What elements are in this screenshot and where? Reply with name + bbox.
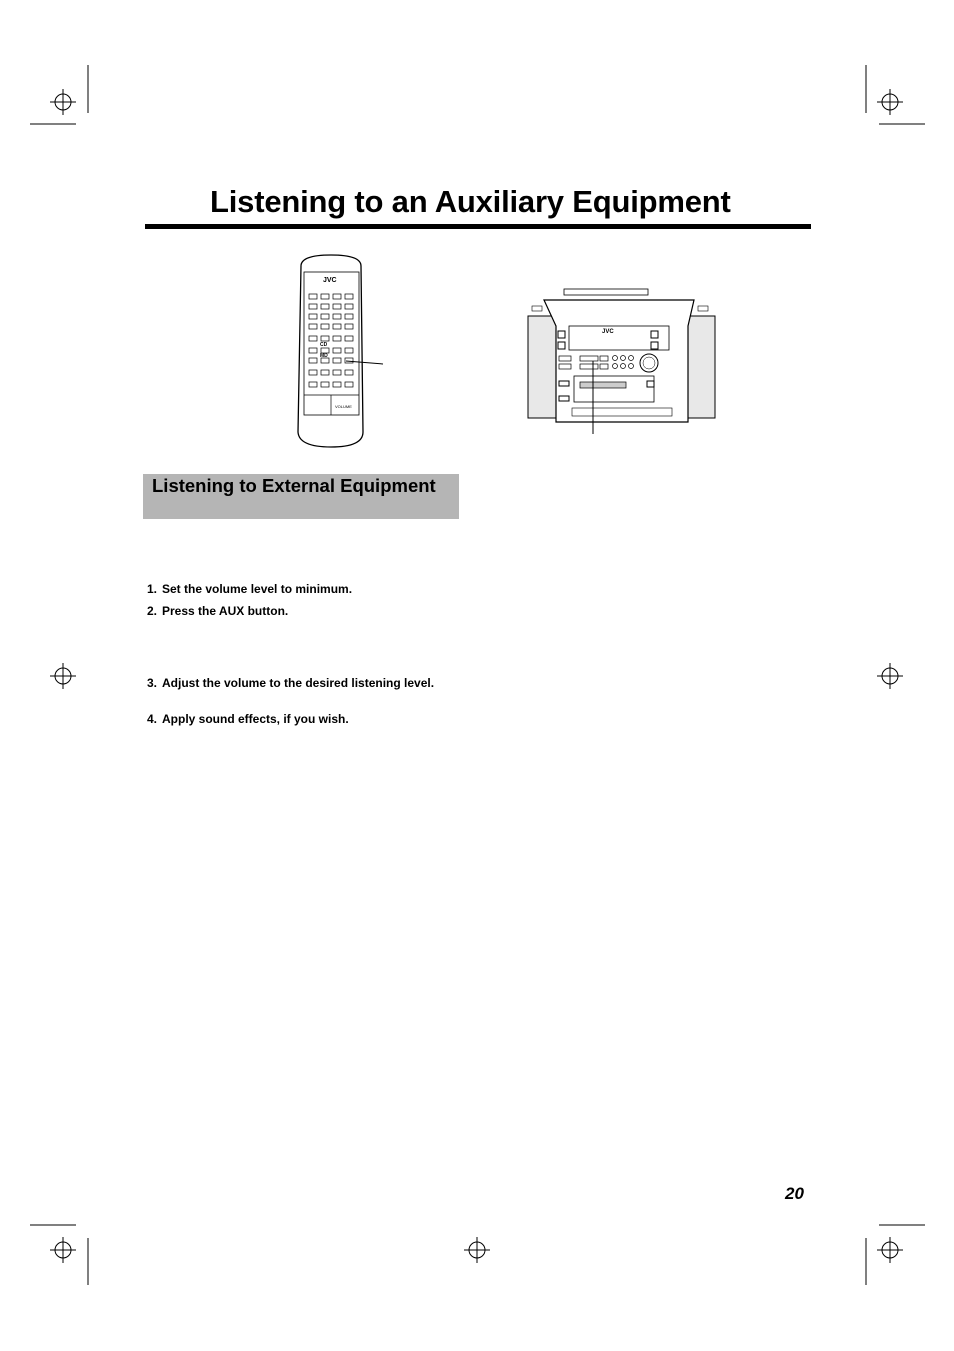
step-1 [147,582,457,596]
step-number: 3. [147,676,158,690]
step-text: Adjust the volume to the desired listening level. [162,676,435,690]
remote-md-label: MD [320,353,328,359]
registration-mark-icon [464,1237,490,1263]
remote-volume-label: VOLUME [335,404,352,409]
page-number: 20 [785,1184,804,1203]
step-text: Set the volume level to minimum. [162,582,353,596]
title-rule [145,224,811,229]
registration-mark-icon [877,1237,903,1263]
main-unit-illustration [522,286,722,436]
step-4 [147,712,457,726]
remote-cd-label: CD [320,342,328,348]
registration-mark-icon [50,89,76,115]
unit-brand-label: JVC [602,329,614,335]
step-2 [147,604,457,618]
step-text: Apply sound effects, if you wish. [162,712,349,726]
registration-mark-icon [50,1237,76,1263]
step-number: 4. [147,712,158,726]
step-number: 2. [147,604,158,618]
remote-control-illustration [293,252,403,452]
registration-mark-icon [877,663,903,689]
remote-brand-label: JVC [323,277,337,284]
step-text: Press the AUX button. [162,604,289,618]
registration-mark-icon [50,663,76,689]
page-title: Listening to an Auxiliary Equipment [210,184,731,219]
registration-mark-icon [877,89,903,115]
section-heading-box [143,474,459,519]
step-3 [147,676,452,690]
step-number: 1. [147,582,158,596]
section-heading: Listening to External Equipment [152,475,436,496]
